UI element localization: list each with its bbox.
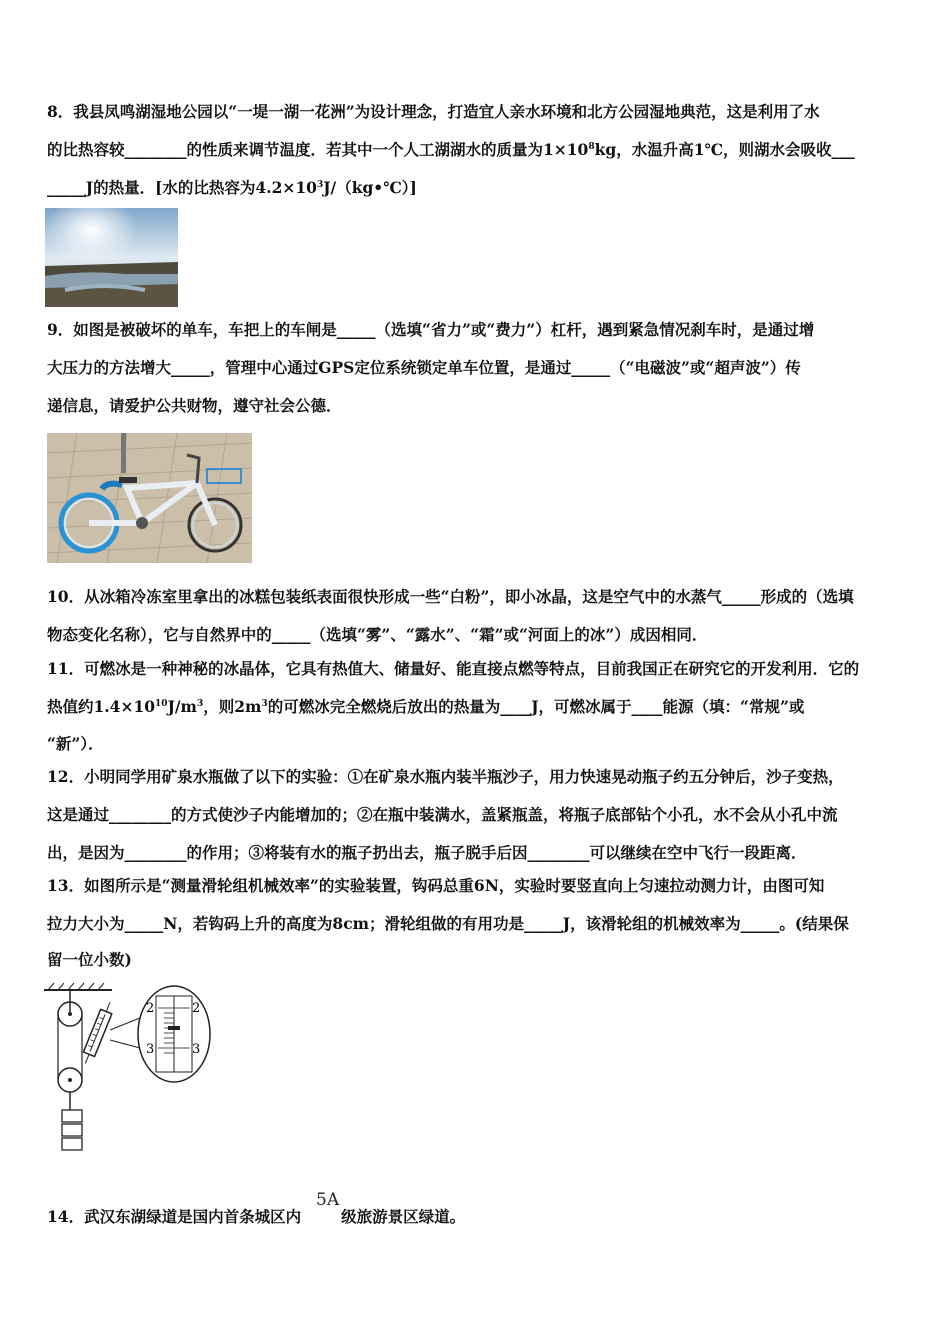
wetland-lake-photo [45,208,178,307]
q8-text: J/（kg•℃）] [323,178,417,197]
exponent: 8 [588,142,595,152]
scale-label: 3 [146,1042,155,1057]
q8-text: kg，水温升高1℃，则湖水会吸收___ [594,140,855,159]
pulley-diagram [40,982,215,1160]
inline-5a-label: 5A [316,1190,340,1210]
exponent: 3 [261,699,268,709]
q14-text: 级旅游景区绿道。 [341,1207,466,1226]
q8-line-3 [47,178,417,198]
q10-line-2: 物态变化名称），它与自然界中的_____（选填“雾”、“露水”、“霜”或“河面上的冰”）成因相同． [47,625,708,644]
exponent: 3 [196,699,204,709]
q8-line-1: 8．我县凤鸣湖湿地公园以“一堤一湖一花洲”为设计理念，打造宜人亲水环境和北方公园湿地典范，这是利用了水 [47,102,820,121]
q8-text: _____J的热量．[水的比热容为4.2×10 [47,178,317,197]
q12-line-1: 12．小明同学用矿泉水瓶做了以下的实验：①在矿泉水瓶内装半瓶沙子，用力快速晃动瓶子约五分钟后，沙子变热， [47,767,844,786]
q9-line-3: 递信息，请爱护公共财物，遵守社会公德． [47,396,342,415]
bicycle-photo [47,433,252,563]
scale-label: 2 [146,1001,155,1016]
q8-line-2 [47,140,855,160]
q9-line-2: 大压力的方法增大_____，管理中心通过GPS定位系统锁定单车位置，是通过_____（“电磁波”或“超声波”）传 [47,358,801,377]
q13-line-3: 留一位小数) [47,950,132,969]
q13-line-1: 13．如图所示是“测量滑轮组机械效率”的实验装置，钩码总重6N，实验时要竖直向上匀速拉动测力计，由图可知 [47,876,825,895]
q10-line-1: 10．从冰箱冷冻室里拿出的冰糕包装纸表面很快形成一些“白粉”，即小冰晶，这是空气中的水蒸气_____形成的（选填 [47,587,854,606]
scale-label: 3 [192,1042,201,1057]
q11-text: ，则2m [203,697,262,716]
scale-label: 2 [192,1001,201,1016]
q11-text: 热值约1.4×10 [47,697,156,716]
q11-line-3: “新”）． [47,734,104,753]
q13-line-2: 拉力大小为_____N，若钩码上升的高度为8cm；滑轮组做的有用功是_____J，该滑轮组的机械效率为_____。(结果保 [47,914,849,933]
q9-line-1: 9．如图是被破坏的单车，车把上的车闸是_____（选填“省力”或“费力”）杠杆，遇到紧急情况刹车时，是通过增 [47,320,815,339]
exponent: 10 [155,699,168,709]
q14-text: 14．武汉东湖绿道是国内首条城区内 [47,1207,302,1226]
q12-line-3: 出，是因为________的作用；③将装有水的瓶子扔出去，瓶子脱手后因________可以继续在空中飞行一段距离． [47,843,807,862]
exponent: 3 [316,180,324,190]
q14-line [47,1207,465,1227]
q11-line-1: 11．可燃冰是一种神秘的冰晶体，它具有热值大、储量好、能直接点燃等特点，目前我国正在研究它的开发利用．它的 [47,659,860,678]
q12-line-2: 这是通过________的方式使沙子内能增加的；②在瓶中装满水，盖紧瓶盖，将瓶子底部钻个小孔，水不会从小孔中流 [47,805,838,824]
q11-text: J/m [167,697,197,716]
q8-text: 的比热容较________的性质来调节温度．若其中一个人工湖湖水的质量为1×10 [47,140,589,159]
q11-text: 的可燃冰完全燃烧后放出的热量为____J，可燃冰属于____能源（填：“常规”或 [267,697,805,716]
q11-line-2 [47,697,804,717]
